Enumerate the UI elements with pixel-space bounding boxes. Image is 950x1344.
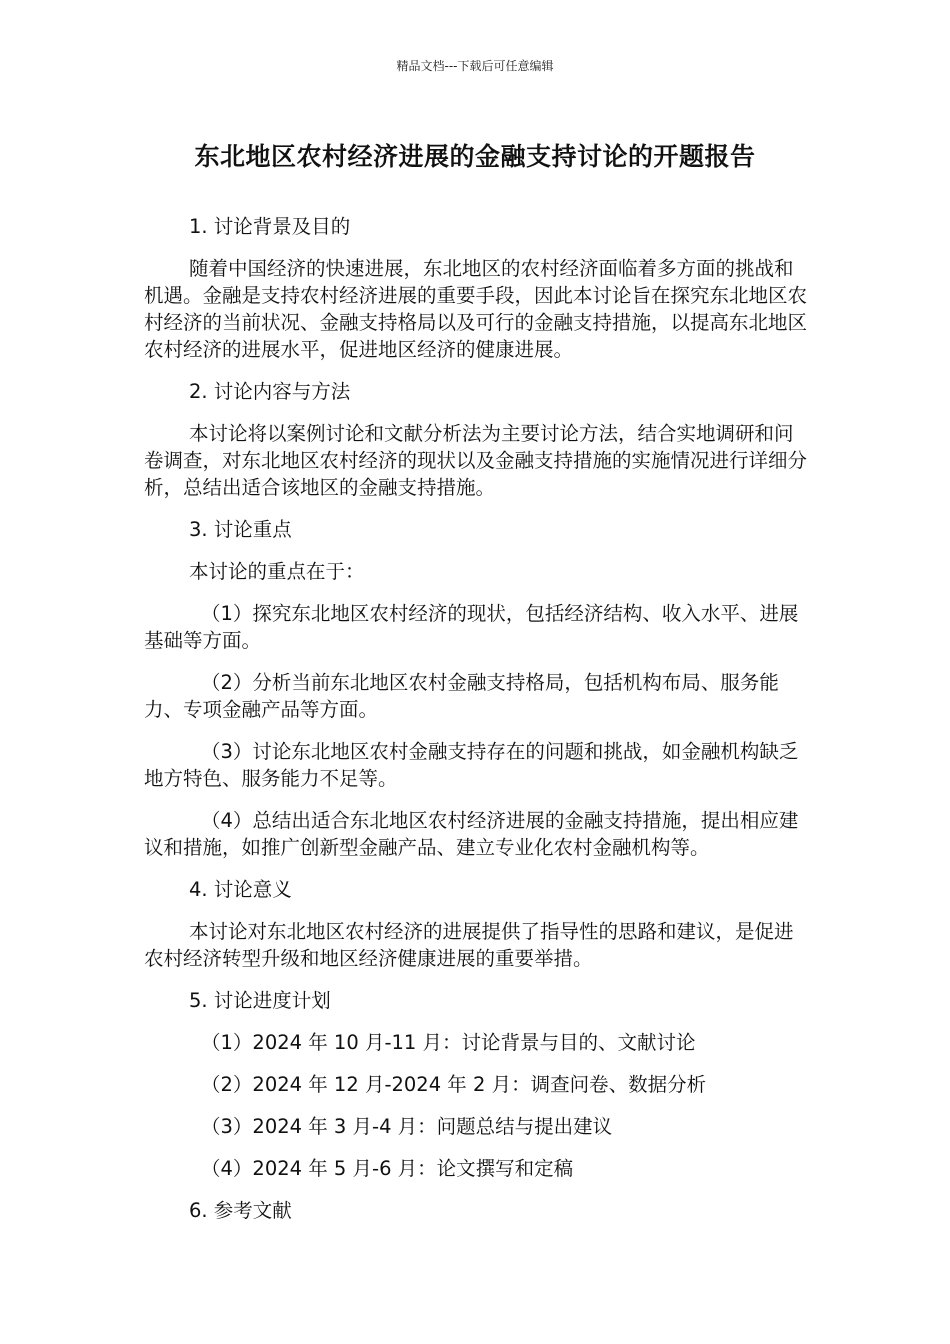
section-4-paragraph: 本讨论对东北地区农村经济的进展提供了指导性的思路和建议，是促进农村经济转型升级和地区经济健康进展的重要举措。 xyxy=(144,920,794,970)
header-note: 精品文档---下载后可任意编辑 xyxy=(396,59,554,73)
section-3-item-4: （4）总结出适合东北地区农村经济进展的金融支持措施，提出相应建议和措施，如推广创新型金融产品、建立专业化农村金融机构等。 xyxy=(144,809,799,859)
document-title: 东北地区农村经济进展的金融支持讨论的开题报告 xyxy=(194,142,756,171)
schedule-item-1: （1）2024 年 10 月-11 月：讨论背景与目的、文献讨论 xyxy=(201,1031,696,1054)
section-1-paragraph: 随着中国经济的快速进展，东北地区的农村经济面临着多方面的挑战和机遇。金融是支持农村经济进展的重要手段，因此本讨论旨在探究东北地区农村经济的当前状况、金融支持格局以及可行的金融支持措施，以提高东北地区农村经济的进展水平，促进地区经济的健康进展。 xyxy=(144,257,808,361)
document-body xyxy=(144,213,808,1239)
schedule-item-2: （2）2024 年 12 月-2024 年 2 月：调查问卷、数据分析 xyxy=(201,1073,707,1096)
section-6-heading: 6. 参考文献 xyxy=(189,1199,292,1222)
schedule-item-4: （4）2024 年 5 月-6 月：论文撰写和定稿 xyxy=(201,1157,574,1180)
section-5-heading: 5. 讨论进度计划 xyxy=(189,989,331,1012)
section-2-heading: 2. 讨论内容与方法 xyxy=(189,380,351,403)
section-3-item-3: （3）讨论东北地区农村金融支持存在的问题和挑战，如金融机构缺乏地方特色、服务能力不足等。 xyxy=(144,740,799,790)
section-3-intro: 本讨论的重点在于： xyxy=(189,560,365,583)
section-2-paragraph: 本讨论将以案例讨论和文献分析法为主要讨论方法，结合实地调研和问卷调查，对东北地区农村经济的现状以及金融支持措施的实施情况进行详细分析，总结出适合该地区的金融支持措施。 xyxy=(144,422,808,499)
section-1-heading: 1. 讨论背景及目的 xyxy=(189,215,351,238)
schedule-item-3: （3）2024 年 3 月-4 月：问题总结与提出建议 xyxy=(201,1115,613,1138)
section-3-item-2: （2）分析当前东北地区农村金融支持格局，包括机构布局、服务能力、专项金融产品等方面。 xyxy=(144,671,779,721)
section-3-heading: 3. 讨论重点 xyxy=(189,518,292,541)
section-4-heading: 4. 讨论意义 xyxy=(189,878,292,901)
section-3-item-1: （1）探究东北地区农村经济的现状，包括经济结构、收入水平、进展基础等方面。 xyxy=(144,602,799,652)
